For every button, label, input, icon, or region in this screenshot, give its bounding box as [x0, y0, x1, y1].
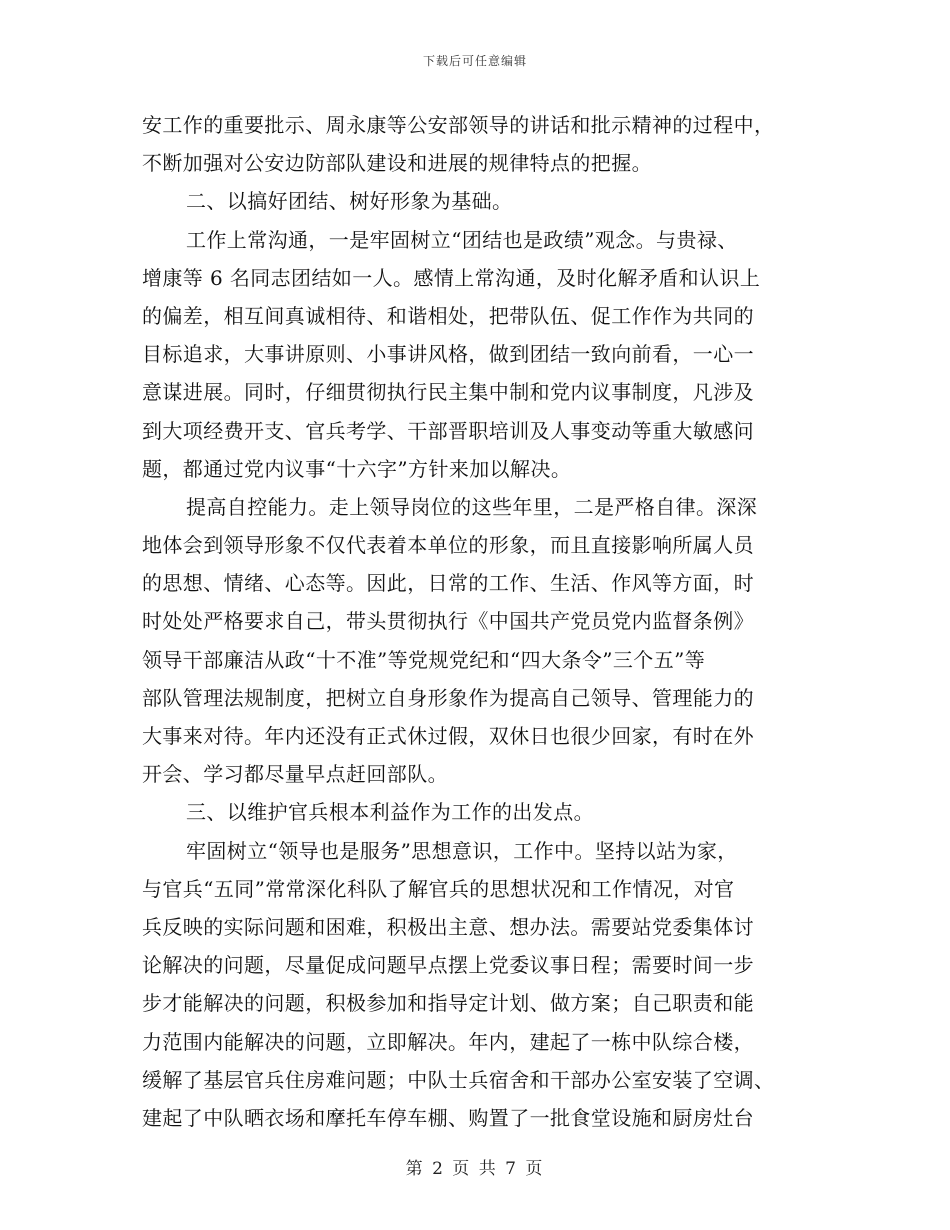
- text-line: 力范围内能解决的问题，立即解决。年内，建起了一栋中队综合楼，: [142, 1029, 754, 1054]
- document-body: [142, 106, 802, 1137]
- text-line: 时处处严格要求自己，带头贯彻执行《中国共产党员党内监督条例》: [142, 609, 754, 634]
- text-line: 到大项经费开支、官兵考学、干部晋职培训及人事变动等重大敏感问: [142, 418, 754, 443]
- text-line: 缓解了基层官兵住房难问题；中队士兵宿舍和干部办公室安装了空调、: [142, 1067, 775, 1092]
- text-line: 二、以搞好团结、树好形象为基础。: [186, 189, 513, 214]
- text-line: 意谋进展。同时，仔细贯彻执行民主集中制和党内议事制度，凡涉及: [142, 380, 754, 405]
- text-line: 领导干部廉洁从政“十不准”等党规党纪和“四大条令”三个五”等: [142, 647, 706, 672]
- text-line: 增康等 6 名同志团结如一人。感情上常沟通，及时化解矛盾和认识上: [142, 265, 761, 290]
- text-line: 大事来对待。年内还没有正式休过假，双休日也很少回家，有时在外: [142, 724, 754, 748]
- text-line: 地体会到领导形象不仅代表着本单位的形象，而且直接影响所属人员: [142, 533, 754, 558]
- text-line: 工作上常沟通，一是牢固树立“团结也是政绩”观念。与贵禄、: [186, 227, 738, 252]
- page-header: 下载后可任意编辑: [422, 54, 527, 68]
- text-line: 部队管理法规制度，把树立自身形象作为提高自己领导、管理能力的: [142, 685, 754, 710]
- text-line: 目标追求，大事讲原则、小事讲风格，做到团结一致向前看，一心一: [142, 342, 754, 367]
- text-line: 兵反映的实际问题和困难，积极出主意、想办法。需要站党委集体讨: [142, 914, 754, 939]
- text-line: 三、以维护官兵根本利益作为工作的出发点。: [186, 800, 594, 825]
- text-line: 步才能解决的问题，积极参加和指导定计划、做方案；自己职责和能: [142, 991, 754, 1016]
- text-line: 不断加强对公安边防部队建设和进展的规律特点的把握。: [142, 151, 652, 176]
- text-line: 开会、学习都尽量早点赶回部队。: [142, 762, 448, 787]
- text-line: 建起了中队晒衣场和摩托车停车棚、购置了一批食堂设施和厨房灶台: [142, 1105, 754, 1130]
- text-line: 提高自控能力。走上领导岗位的这些年里，二是严格自律。深深: [186, 494, 758, 519]
- text-line: 题，都通过党内议事“十六字”方针来加以解决。: [142, 456, 572, 481]
- text-line: 的思想、情绪、心态等。因此，日常的工作、生活、作风等方面，时: [142, 571, 754, 596]
- text-line: 牢固树立“领导也是服务”思想意识，工作中。坚持以站为家，: [186, 838, 738, 863]
- page-footer: 第 2 页 共 7 页: [405, 1159, 545, 1179]
- text-line: 与官兵“五同”常常深化科队了解官兵的思想状况和工作情况，对官: [142, 876, 735, 901]
- text-line: 的偏差，相互间真诚相待、和谐相处，把带队伍、促工作作为共同的: [142, 303, 754, 328]
- text-line: 论解决的问题，尽量促成问题早点摆上党委议事日程；需要时间一步: [142, 953, 754, 978]
- text-line: 安工作的重要批示、周永康等公安部领导的讲话和批示精神的过程中，: [142, 113, 775, 137]
